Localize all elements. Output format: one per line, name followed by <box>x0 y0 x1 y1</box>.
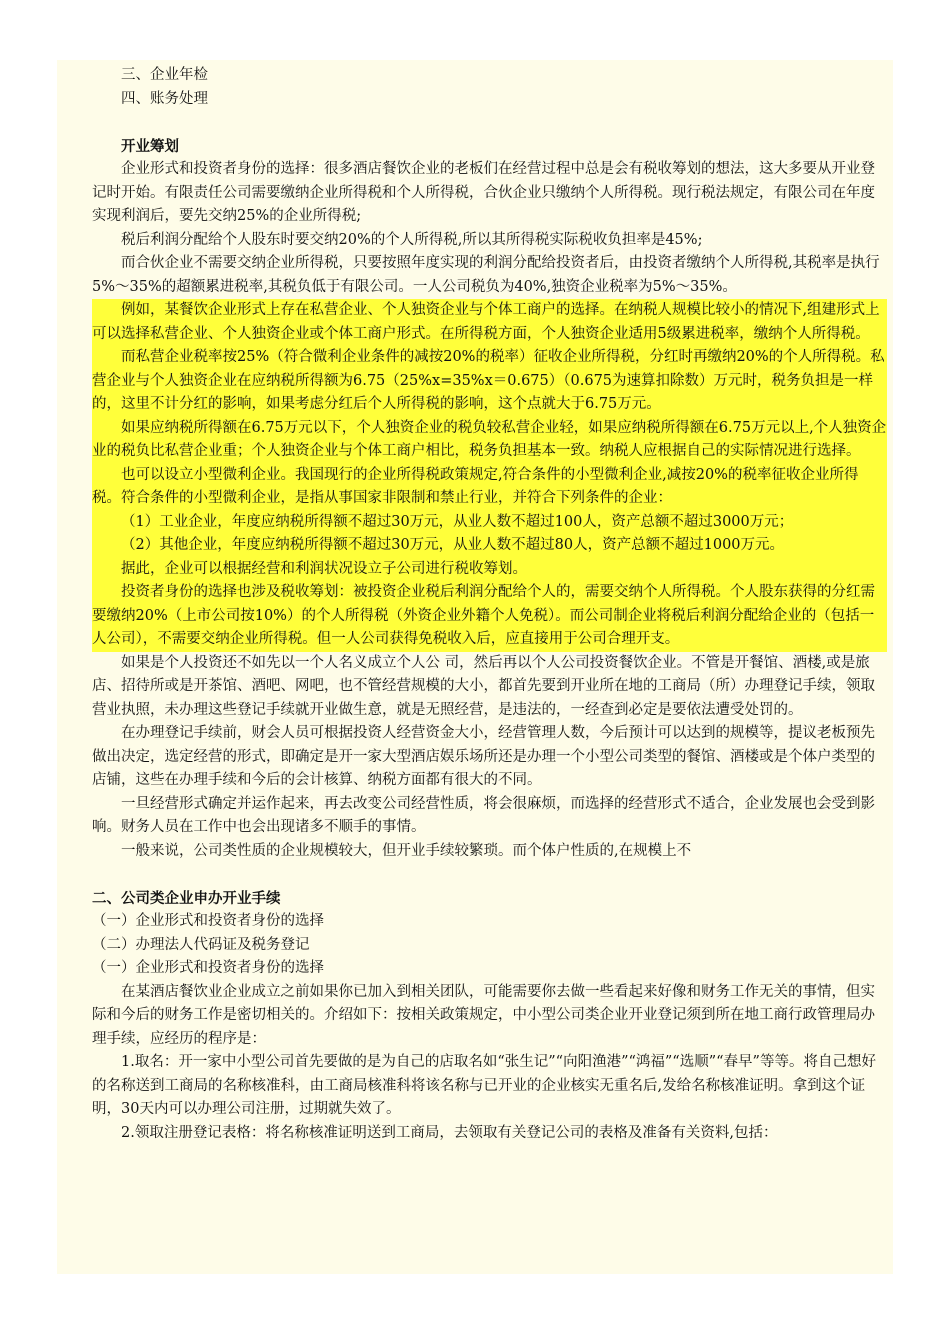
spacer <box>92 111 887 135</box>
paragraph: 在办理登记手续前，财会人员可根据投资人经营资金大小，经营管理人数，今后预计可以达到的规模等，提议老板预先做出决定，选定经营的形式，即确定是开一家大型酒店娱乐场所还是办理一个小型公司类型的餐馆、酒楼或是个体户类型的店铺，这些在办理手续和今后的会计核算、纳税方面都有很大的不同。 <box>92 725 875 788</box>
paragraph: 而合伙企业不需要交纳企业所得税，只要按照年度实现的利润分配给投资者后，由投资者缴纳个人所得税,其税率是执行5%～35%的超额累进税率,其税负低于有限公司。一人公司税负为40%,独资企业税率为5%～35%。 <box>92 255 880 295</box>
paragraph: 一般来说，公司类性质的企业规模较大，但开业手续较繁琐。而个体户性质的,在规模上不 <box>121 842 692 859</box>
paragraph: 一旦经营形式确定并运作起来，再去改变公司经营性质，将会很麻烦，而选择的经营形式不适合，企业发展也会受到影响。财务人员在工作中也会出现诸多不顺手的事情。 <box>92 795 875 835</box>
section-title-kaiye-chouhua: 开业筹划 <box>121 137 179 155</box>
section-title-company-registration: 二、公司类企业申办开业手续 <box>92 889 281 907</box>
highlighted-paragraph: 例如，某餐饮企业形式上存在私营企业、个人独资企业与个体工商户的选择。在纳税人规模比较小的情况下,组建形式上可以选择私营企业、个人独资企业或个体工商户形式。在所得税方面，个人独资企业适用5级累进税率，缴纳个人所得税。 <box>92 302 880 342</box>
highlighted-block <box>92 299 887 652</box>
document-page <box>57 60 893 1274</box>
section-list-item: （一）企业形式和投资者身份的选择 <box>92 913 324 929</box>
document-body <box>92 64 887 1145</box>
highlighted-list-item: （2）其他企业，年度应纳税所得额不超过30万元，从业人数不超过80人，资产总额不超过1000万元。 <box>121 537 785 553</box>
highlighted-paragraph: 如果应纳税所得额在6.75万元以下，个人独资企业的税负较私营企业轻，如果应纳税所得额在6.75万元以上,个人独资企业的税负比私营企业重；个人独资企业与个体工商户相比，税务负担基本一致。纳税人应根据自己的实际情况进行选择。 <box>92 419 887 459</box>
paragraph: 税后利润分配给个人股东时要交纳20%的个人所得税,所以其所得税实际税收负担率是45%; <box>121 231 703 248</box>
highlighted-paragraph: 据此，企业可以根据经营和利润状况设立子公司进行税收筹划。 <box>121 560 527 577</box>
highlighted-paragraph: 也可以设立小型微利企业。我国现行的企业所得税政策规定,符合条件的小型微利企业,减按20%的税率征收企业所得税。符合条件的小型微利企业，是指从事国家非限制和禁止行业，并符合下列条件的企业： <box>92 466 859 506</box>
paragraph: 1.取名：开一家中小型公司首先要做的是为自己的店取名如“张生记”“向阳渔港”“鸿福”“选顺”“春早”等等。将自己想好的名称送到工商局的名称核准科，由工商局核准科将该名称与已开业的企业核实无重名后,发给名称核准证明。拿到这个证明，30天内可以办理公司注册，过期就失效了。 <box>92 1054 876 1117</box>
section-list-item: （二）办理法人代码证及税务登记 <box>92 936 310 953</box>
paragraph: 企业形式和投资者身份的选择：很多酒店餐饮企业的老板们在经营过程中总是会有税收筹划的想法，这大多要从开业登记时开始。有限责任公司需要缴纳企业所得税和个人所得税，合伙企业只缴纳个人所得税。现行税法规定，有限公司在年度实现利润后，要先交纳25%的企业所得税; <box>92 161 875 224</box>
paragraph: 在某酒店餐饮业企业成立之前如果你已加入到相关团队，可能需要你去做一些看起来好像和财务工作无关的事情，但实际和今后的财务工作是密切相关的。介绍如下：按相关政策规定，中小型公司类企业开业登记须到所在地工商行政管理局办理手续，应经历的程序是： <box>92 983 875 1047</box>
highlighted-paragraph: 投资者身份的选择也涉及税收筹划：被投资企业税后利润分配给个人的，需要交纳个人所得税。个人股东获得的分红需要缴纳20%（上市公司按10%）的个人所得税（外资企业外籍个人免税）。而公司制企业将税后利润分配给企业的（包括一人公司），不需要交纳企业所得税。但一人公司获得免税收入后，应直接用于公司合理开支。 <box>92 584 875 647</box>
highlighted-list-item: （1）工业企业，年度应纳税所得额不超过30万元，从业人数不超过100人，资产总额不超过3000万元； <box>121 513 794 530</box>
spacer <box>92 863 887 887</box>
section-list-item: （一）企业形式和投资者身份的选择 <box>92 960 324 976</box>
toc-item: 三、企业年检 <box>121 67 208 83</box>
toc-item: 四、账务处理 <box>121 90 208 107</box>
paragraph: 如果是个人投资还不如先以一个人名义成立个人公 司，然后再以个人公司投资餐饮企业。不管是开餐馆、酒楼,或是旅店、招待所或是开茶馆、酒吧、网吧，也不管经营规模的大小，都首先要到开业所在地的工商局（所）办理登记手续，领取营业执照，未办理这些登记手续就开业做生意，就是无照经营，是违法的，一经查到必定是要依法遭受处罚的。 <box>92 654 875 718</box>
paragraph: 2.领取注册登记表格：将名称核准证明送到工商局，去领取有关登记公司的表格及准备有关资料,包括： <box>121 1124 778 1141</box>
highlighted-paragraph: 而私营企业税率按25%（符合微利企业条件的减按20%的税率）征收企业所得税，分红时再缴纳20%的个人所得税。私营企业与个人独资企业在应纳税所得额为6.75（25%x=35%x＝0.675）（0.675为速算扣除数）万元时，税务负担是一样的，这里不计分红的影响，如果考虑分红后个人所得税的影响，这个点就大于6.75万元。 <box>92 349 885 412</box>
